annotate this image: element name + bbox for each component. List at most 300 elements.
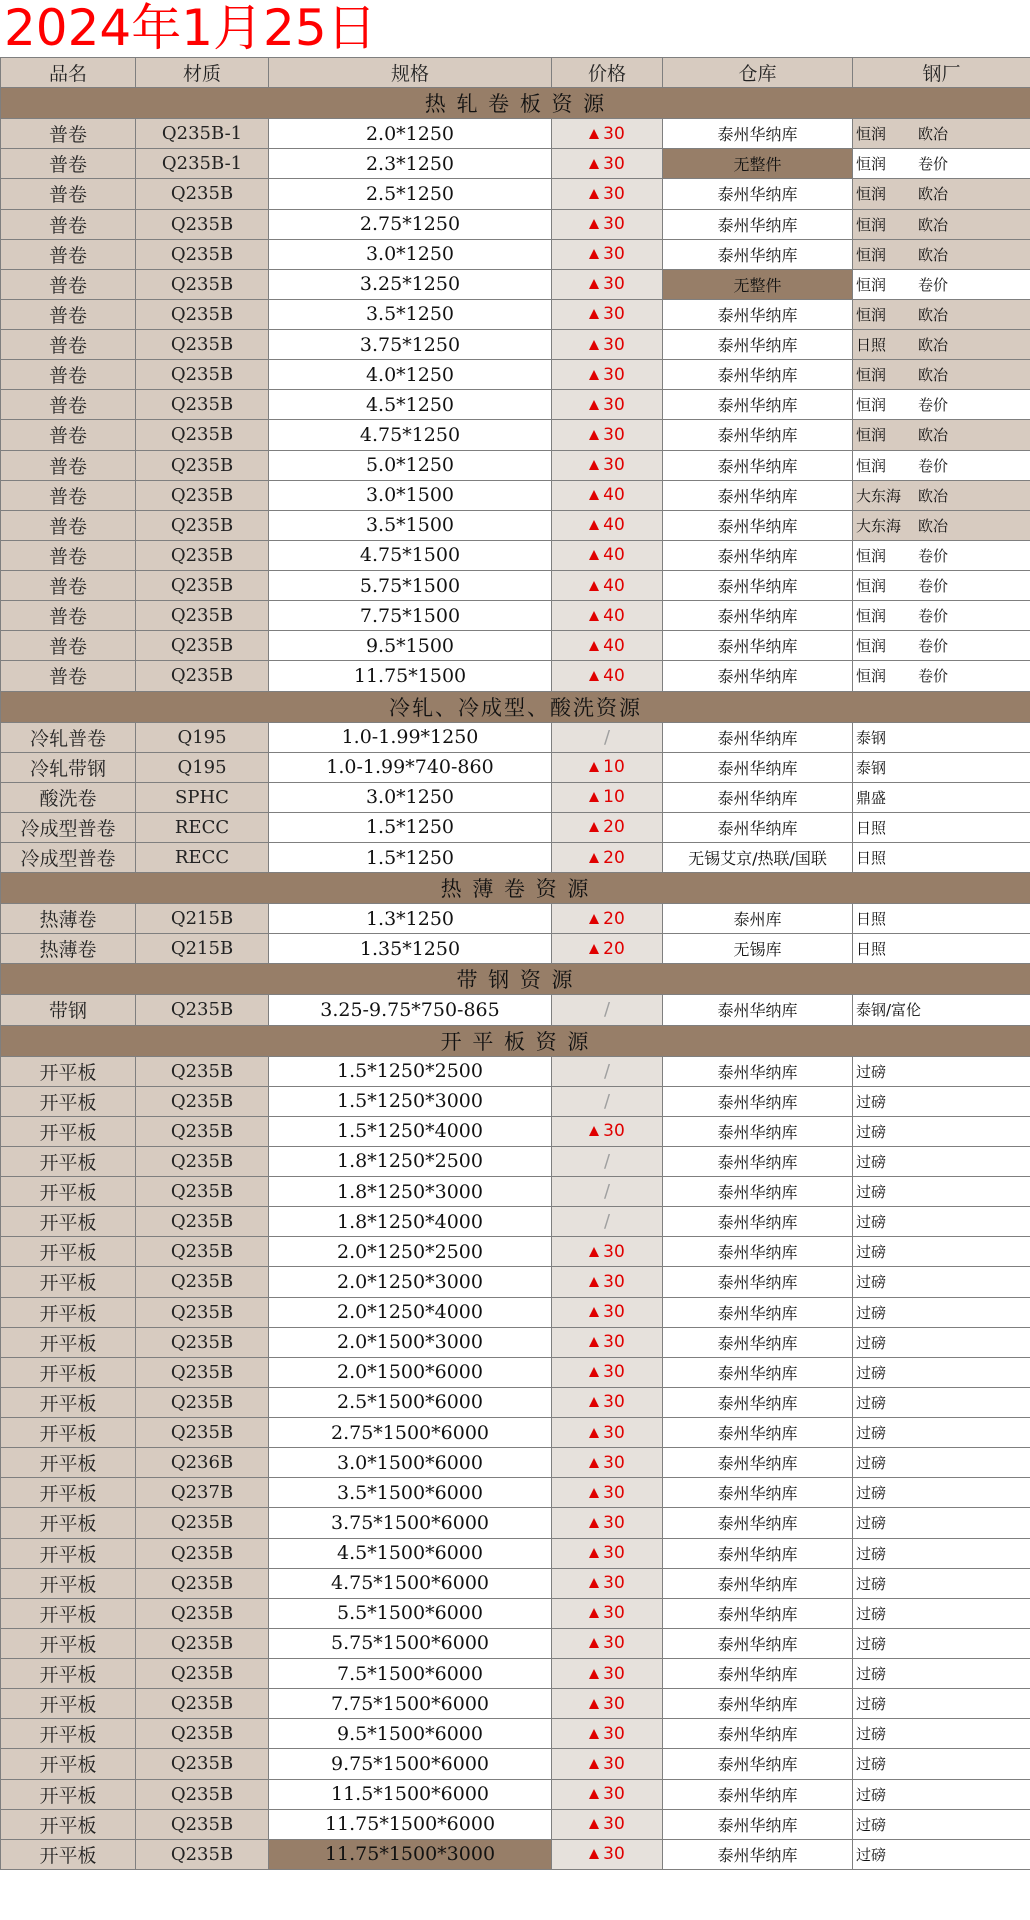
cell-material: Q235B	[136, 420, 269, 450]
table-row	[1, 1177, 1030, 1207]
mill-name: 泰钢	[856, 728, 887, 747]
cell-price	[552, 1598, 663, 1628]
cell-material: Q235B	[136, 480, 269, 510]
mill-note: 欧冶	[918, 215, 949, 234]
cell-material: Q195	[136, 752, 269, 782]
up-arrow-icon	[589, 914, 599, 924]
up-arrow-icon	[589, 1759, 599, 1769]
mill-note: 欧冶	[918, 245, 949, 264]
cell-material: Q235B	[136, 1598, 269, 1628]
up-arrow-icon	[589, 1367, 599, 1377]
table-row	[1, 149, 1030, 179]
price-change-value: 40	[603, 515, 625, 536]
table-row	[1, 661, 1030, 691]
cell-material: Q235B	[136, 209, 269, 239]
cell-price	[552, 1508, 663, 1538]
price-change-value: 30	[603, 1452, 625, 1473]
cell-price	[552, 631, 663, 661]
mill-note: 卷价	[918, 456, 949, 475]
cell-mill	[853, 1237, 1030, 1267]
cell-product-name: 普卷	[1, 661, 136, 691]
cell-material: Q235B	[136, 1809, 269, 1839]
cell-mill	[853, 1779, 1030, 1809]
up-arrow-icon	[589, 1247, 599, 1257]
table-row	[1, 330, 1030, 360]
mill-name: 过磅	[856, 1183, 887, 1202]
cell-price	[552, 601, 663, 631]
mill-name: 大东海	[856, 486, 902, 505]
cell-material: Q235B	[136, 571, 269, 601]
cell-spec: 3.0*1500*6000	[269, 1448, 552, 1478]
cell-price	[552, 269, 663, 299]
table-row	[1, 1086, 1030, 1116]
section-header-row	[1, 691, 1030, 722]
cell-price	[552, 1538, 663, 1568]
mill-name: 过磅	[856, 1725, 887, 1744]
cell-price	[552, 330, 663, 360]
cell-material: Q235B	[136, 631, 269, 661]
cell-price	[552, 420, 663, 450]
cell-price	[552, 360, 663, 390]
cell-product-name: 开平板	[1, 1538, 136, 1568]
up-arrow-icon	[589, 249, 599, 259]
cell-warehouse: 泰州华纳库	[663, 812, 853, 842]
cell-product-name: 普卷	[1, 510, 136, 540]
cell-spec: 3.0*1500	[269, 480, 552, 510]
cell-product-name: 普卷	[1, 239, 136, 269]
cell-material: Q235B	[136, 1177, 269, 1207]
mill-name: 过磅	[856, 1303, 887, 1322]
mill-note: 欧冶	[918, 366, 949, 385]
price-unchanged-mark: /	[603, 1150, 611, 1172]
price-unchanged-mark: /	[603, 1090, 611, 1112]
cell-product-name: 普卷	[1, 179, 136, 209]
cell-mill	[853, 480, 1030, 510]
cell-price	[552, 1116, 663, 1146]
cell-material: RECC	[136, 812, 269, 842]
cell-product-name: 开平板	[1, 1628, 136, 1658]
price-change-value: 30	[603, 1332, 625, 1353]
cell-mill	[853, 179, 1030, 209]
cell-product-name: 普卷	[1, 420, 136, 450]
table-row	[1, 1659, 1030, 1689]
cell-price	[552, 1387, 663, 1417]
cell-price	[552, 239, 663, 269]
price-change-value: 40	[603, 605, 625, 626]
cell-product-name: 普卷	[1, 149, 136, 179]
price-change-value: 30	[603, 1271, 625, 1292]
table-row	[1, 1448, 1030, 1478]
cell-mill	[853, 1689, 1030, 1719]
cell-spec: 9.5*1500	[269, 631, 552, 661]
up-arrow-icon	[589, 1819, 599, 1829]
cell-price	[552, 843, 663, 873]
cell-price	[552, 1146, 663, 1176]
mill-name: 日照	[856, 940, 887, 959]
up-arrow-icon	[589, 641, 599, 651]
up-arrow-icon	[589, 1277, 599, 1287]
header-product-name: 品名	[1, 58, 136, 88]
cell-mill	[853, 1809, 1030, 1839]
cell-product-name: 普卷	[1, 571, 136, 601]
table-row	[1, 1146, 1030, 1176]
section-title: 带 钢 资 源	[1, 964, 1030, 995]
cell-mill	[853, 752, 1030, 782]
cell-material: Q235B	[136, 1116, 269, 1146]
price-change-value: 30	[603, 1121, 625, 1142]
section-title: 开 平 板 资 源	[1, 1025, 1030, 1056]
cell-warehouse: 泰州华纳库	[663, 1689, 853, 1719]
cell-product-name: 开平板	[1, 1448, 136, 1478]
cell-warehouse: 泰州华纳库	[663, 1448, 853, 1478]
up-arrow-icon	[589, 129, 599, 139]
mill-name: 日照	[856, 818, 887, 837]
cell-spec: 7.75*1500*6000	[269, 1689, 552, 1719]
up-arrow-icon	[589, 762, 599, 772]
price-change-value: 30	[603, 455, 625, 476]
cell-mill	[853, 1357, 1030, 1387]
cell-mill	[853, 843, 1030, 873]
cell-spec: 3.5*1500	[269, 510, 552, 540]
cell-spec: 4.5*1500*6000	[269, 1538, 552, 1568]
cell-warehouse: 无锡库	[663, 934, 853, 964]
price-change-value: 40	[603, 545, 625, 566]
mill-name: 过磅	[856, 1604, 887, 1623]
cell-mill	[853, 1749, 1030, 1779]
cell-mill	[853, 1387, 1030, 1417]
cell-warehouse: 无整件	[663, 149, 853, 179]
section-header-row	[1, 88, 1030, 119]
cell-warehouse: 泰州华纳库	[663, 1749, 853, 1779]
cell-material: Q235B	[136, 1568, 269, 1598]
cell-product-name: 普卷	[1, 269, 136, 299]
mill-name: 过磅	[856, 1062, 887, 1081]
price-change-value: 20	[603, 847, 625, 868]
mill-note: 卷价	[918, 275, 949, 294]
cell-warehouse: 泰州华纳库	[663, 540, 853, 570]
up-arrow-icon	[589, 279, 599, 289]
cell-product-name: 开平板	[1, 1478, 136, 1508]
cell-material: Q235B	[136, 1146, 269, 1176]
cell-spec: 3.25-9.75*750-865	[269, 995, 552, 1025]
cell-spec: 4.5*1250	[269, 390, 552, 420]
table-row	[1, 480, 1030, 510]
cell-material: Q237B	[136, 1478, 269, 1508]
price-change-value: 20	[603, 938, 625, 959]
cell-warehouse: 泰州华纳库	[663, 1568, 853, 1598]
cell-mill	[853, 1628, 1030, 1658]
table-row	[1, 1267, 1030, 1297]
table-row	[1, 934, 1030, 964]
price-change-value: 40	[603, 575, 625, 596]
table-row	[1, 420, 1030, 450]
table-row	[1, 450, 1030, 480]
table-row	[1, 299, 1030, 329]
price-change-value: 10	[603, 757, 625, 778]
cell-warehouse: 泰州华纳库	[663, 1538, 853, 1568]
cell-product-name: 开平板	[1, 1418, 136, 1448]
up-arrow-icon	[589, 1638, 599, 1648]
cell-spec: 1.8*1250*3000	[269, 1177, 552, 1207]
mill-name: 过磅	[856, 1514, 887, 1533]
cell-warehouse: 泰州华纳库	[663, 995, 853, 1025]
mill-name: 大东海	[856, 516, 902, 535]
cell-product-name: 开平板	[1, 1146, 136, 1176]
cell-spec: 2.0*1500*6000	[269, 1357, 552, 1387]
price-change-value: 30	[603, 334, 625, 355]
mill-name: 过磅	[856, 1152, 887, 1171]
cell-product-name: 带钢	[1, 995, 136, 1025]
price-unchanged-mark: /	[603, 1181, 611, 1203]
up-arrow-icon	[589, 1126, 599, 1136]
cell-product-name: 开平板	[1, 1237, 136, 1267]
cell-product-name: 开平板	[1, 1779, 136, 1809]
up-arrow-icon	[589, 1729, 599, 1739]
up-arrow-icon	[589, 159, 599, 169]
cell-warehouse: 泰州华纳库	[663, 661, 853, 691]
cell-material: Q236B	[136, 1448, 269, 1478]
up-arrow-icon	[589, 1518, 599, 1528]
up-arrow-icon	[589, 1488, 599, 1498]
cell-product-name: 冷轧普卷	[1, 722, 136, 752]
mill-note: 欧冶	[918, 486, 949, 505]
cell-mill	[853, 1207, 1030, 1237]
cell-spec: 2.0*1250*3000	[269, 1267, 552, 1297]
price-unchanged-mark: /	[603, 726, 611, 748]
price-change-value: 30	[603, 394, 625, 415]
cell-material: Q235B	[136, 1357, 269, 1387]
cell-price	[552, 1839, 663, 1869]
section-header-row	[1, 964, 1030, 995]
cell-price	[552, 1327, 663, 1357]
table-row	[1, 1207, 1030, 1237]
cell-price	[552, 149, 663, 179]
mill-name: 恒润	[856, 607, 887, 626]
table-row	[1, 1418, 1030, 1448]
mill-note: 欧冶	[918, 426, 949, 445]
up-arrow-icon	[589, 1578, 599, 1588]
cell-product-name: 开平板	[1, 1659, 136, 1689]
cell-price	[552, 1267, 663, 1297]
cell-product-name: 普卷	[1, 360, 136, 390]
mill-name: 恒润	[856, 245, 887, 264]
cell-mill	[853, 1086, 1030, 1116]
up-arrow-icon	[589, 1789, 599, 1799]
cell-warehouse: 泰州华纳库	[663, 1327, 853, 1357]
cell-warehouse: 泰州华纳库	[663, 601, 853, 631]
mill-note: 卷价	[918, 607, 949, 626]
mill-name: 泰钢	[856, 758, 887, 777]
cell-warehouse: 泰州华纳库	[663, 1357, 853, 1387]
mill-name: 泰钢/富伦	[856, 1001, 922, 1020]
up-arrow-icon	[589, 1307, 599, 1317]
cell-price	[552, 1418, 663, 1448]
up-arrow-icon	[589, 490, 599, 500]
cell-spec: 3.0*1250	[269, 239, 552, 269]
mill-note: 欧冶	[918, 185, 949, 204]
cell-spec: 3.0*1250	[269, 782, 552, 812]
cell-mill	[853, 631, 1030, 661]
price-change-value: 20	[603, 908, 625, 929]
cell-price	[552, 540, 663, 570]
cell-spec: 2.0*1500*3000	[269, 1327, 552, 1357]
cell-mill	[853, 149, 1030, 179]
cell-spec: 2.75*1250	[269, 209, 552, 239]
cell-product-name: 普卷	[1, 119, 136, 149]
cell-material: Q235B	[136, 510, 269, 540]
cell-warehouse: 泰州华纳库	[663, 209, 853, 239]
cell-spec: 1.0-1.99*740-860	[269, 752, 552, 782]
cell-price	[552, 1719, 663, 1749]
mill-name: 恒润	[856, 366, 887, 385]
cell-warehouse: 无整件	[663, 269, 853, 299]
cell-warehouse: 泰州华纳库	[663, 1628, 853, 1658]
cell-product-name: 酸洗卷	[1, 782, 136, 812]
cell-material: Q235B	[136, 995, 269, 1025]
up-arrow-icon	[589, 1669, 599, 1679]
cell-price	[552, 661, 663, 691]
cell-price	[552, 571, 663, 601]
cell-warehouse: 泰州华纳库	[663, 1387, 853, 1417]
up-arrow-icon	[589, 792, 599, 802]
price-change-value: 30	[603, 1663, 625, 1684]
cell-material: Q235B	[136, 330, 269, 360]
cell-spec: 5.75*1500*6000	[269, 1628, 552, 1658]
price-change-value: 30	[603, 364, 625, 385]
up-arrow-icon	[589, 370, 599, 380]
cell-product-name: 开平板	[1, 1327, 136, 1357]
up-arrow-icon	[589, 1548, 599, 1558]
cell-warehouse: 泰州华纳库	[663, 631, 853, 661]
cell-price	[552, 209, 663, 239]
mill-name: 鼎盛	[856, 788, 887, 807]
mill-name: 恒润	[856, 637, 887, 656]
cell-warehouse: 泰州华纳库	[663, 1177, 853, 1207]
cell-mill	[853, 360, 1030, 390]
cell-price	[552, 934, 663, 964]
cell-price	[552, 1478, 663, 1508]
table-row	[1, 179, 1030, 209]
cell-product-name: 开平板	[1, 1177, 136, 1207]
price-change-value: 30	[603, 1603, 625, 1624]
cell-product-name: 开平板	[1, 1116, 136, 1146]
cell-warehouse: 泰州华纳库	[663, 1146, 853, 1176]
section-title: 热 轧 卷 板 资 源	[1, 88, 1030, 119]
cell-mill	[853, 1448, 1030, 1478]
table-row	[1, 1628, 1030, 1658]
table-row	[1, 1689, 1030, 1719]
up-arrow-icon	[589, 671, 599, 681]
cell-price	[552, 904, 663, 934]
table-row	[1, 1237, 1030, 1267]
mill-name: 过磅	[856, 1273, 887, 1292]
price-change-value: 30	[603, 1543, 625, 1564]
table-row	[1, 752, 1030, 782]
mill-note: 卷价	[918, 637, 949, 656]
cell-mill	[853, 1478, 1030, 1508]
table-row	[1, 843, 1030, 873]
cell-price	[552, 179, 663, 209]
cell-product-name: 开平板	[1, 1297, 136, 1327]
cell-warehouse: 泰州华纳库	[663, 1779, 853, 1809]
cell-mill	[853, 934, 1030, 964]
cell-material: Q235B	[136, 1628, 269, 1658]
cell-material: Q235B	[136, 1839, 269, 1869]
table-row	[1, 995, 1030, 1025]
cell-material: Q235B	[136, 1327, 269, 1357]
cell-product-name: 普卷	[1, 631, 136, 661]
cell-product-name: 开平板	[1, 1809, 136, 1839]
up-arrow-icon	[589, 1849, 599, 1859]
cell-warehouse: 泰州华纳库	[663, 752, 853, 782]
cell-mill	[853, 239, 1030, 269]
cell-material: Q235B	[136, 601, 269, 631]
cell-material: Q235B	[136, 1749, 269, 1779]
cell-mill	[853, 330, 1030, 360]
cell-product-name: 普卷	[1, 330, 136, 360]
cell-material: SPHC	[136, 782, 269, 812]
mill-name: 日照	[856, 849, 887, 868]
cell-product-name: 开平板	[1, 1387, 136, 1417]
cell-spec: 2.3*1250	[269, 149, 552, 179]
price-change-value: 30	[603, 123, 625, 144]
cell-spec: 1.35*1250	[269, 934, 552, 964]
table-row	[1, 722, 1030, 752]
mill-note: 卷价	[918, 396, 949, 415]
price-change-value: 30	[603, 304, 625, 325]
cell-product-name: 开平板	[1, 1568, 136, 1598]
mill-name: 过磅	[856, 1092, 887, 1111]
cell-price	[552, 1809, 663, 1839]
price-change-value: 30	[603, 183, 625, 204]
cell-spec: 2.0*1250	[269, 119, 552, 149]
cell-mill	[853, 601, 1030, 631]
up-arrow-icon	[589, 189, 599, 199]
cell-product-name: 普卷	[1, 601, 136, 631]
cell-material: Q235B	[136, 239, 269, 269]
up-arrow-icon	[589, 340, 599, 350]
cell-mill	[853, 390, 1030, 420]
cell-warehouse: 泰州华纳库	[663, 420, 853, 450]
cell-material: Q235B-1	[136, 149, 269, 179]
cell-warehouse: 泰州华纳库	[663, 1508, 853, 1538]
cell-spec: 3.75*1500*6000	[269, 1508, 552, 1538]
up-arrow-icon	[589, 219, 599, 229]
up-arrow-icon	[589, 1699, 599, 1709]
up-arrow-icon	[589, 460, 599, 470]
up-arrow-icon	[589, 400, 599, 410]
cell-price	[552, 390, 663, 420]
mill-name: 过磅	[856, 1484, 887, 1503]
cell-material: Q235B	[136, 179, 269, 209]
table-row	[1, 1779, 1030, 1809]
price-change-value: 30	[603, 1392, 625, 1413]
cell-product-name: 冷成型普卷	[1, 812, 136, 842]
cell-spec: 2.75*1500*6000	[269, 1418, 552, 1448]
section-title: 冷轧、冷成型、酸洗资源	[1, 691, 1030, 722]
mill-name: 恒润	[856, 667, 887, 686]
cell-material: Q235B	[136, 1207, 269, 1237]
cell-product-name: 热薄卷	[1, 934, 136, 964]
cell-material: Q235B	[136, 299, 269, 329]
cell-product-name: 普卷	[1, 480, 136, 510]
cell-price	[552, 1207, 663, 1237]
mill-name: 恒润	[856, 426, 887, 445]
mill-name: 过磅	[856, 1785, 887, 1804]
cell-price	[552, 1086, 663, 1116]
cell-price	[552, 1177, 663, 1207]
header-row	[1, 58, 1030, 88]
